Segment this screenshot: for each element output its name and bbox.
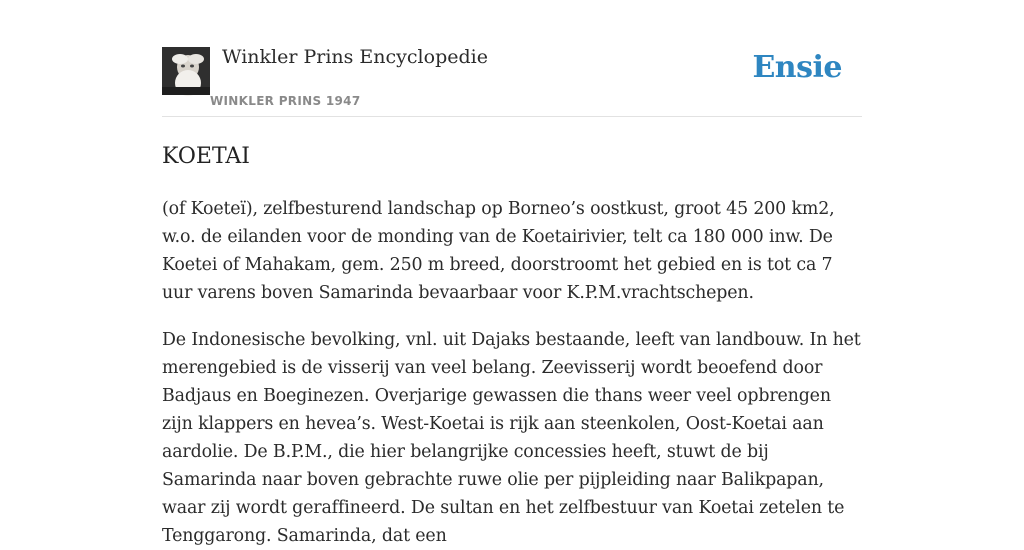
article-paragraph: De Indonesische bevolking, vnl. uit Dajaks bestaande, leeft van landbouw. In het merengebied is de visserij van veel belang. Zeevisserij wordt beoefend door Badjaus en Boeginezen. Overjarige gewassen die thans weer veel opbrengen zijn klappers en hevea’s. West-Koetai is rijk aan steenkolen, Oost-Koetai aan aardolie. De B.P.M., die hier belangrijke concessies heeft, stuwt de bij Samarinda naar boven gebrachte ruwe olie per pijpleiding naar Balikpapan, waar zij wordt geraffineerd. De sultan en het zelfbestuur van Koetai zetelen te Tenggarong. Samarinda, dat een xyxy=(162,330,861,546)
edition-label[interactable]: WINKLER PRINS 1947 xyxy=(210,94,361,108)
site-header xyxy=(162,0,862,117)
portrait-avatar-icon[interactable] xyxy=(162,47,210,95)
brand-logo[interactable]: Ensie xyxy=(752,50,842,85)
article-paragraph: (of Koeteï), zelfbesturend landschap op Borneo’s oostkust, groot 45 200 km2, w.o. de eilanden voor de monding van de Koetairivier, telt ca 180 000 inw. De Koetei of Mahakam, gem. 250 m breed, doorstroomt het gebied en is tot ca 7 uur varens boven Samarinda bevaarbaar voor K.P.M.vrachtschepen. xyxy=(162,199,835,303)
entry-title: KOETAI xyxy=(162,144,250,169)
site-title[interactable]: Winkler Prins Encyclopedie xyxy=(222,46,488,68)
page xyxy=(162,0,862,546)
